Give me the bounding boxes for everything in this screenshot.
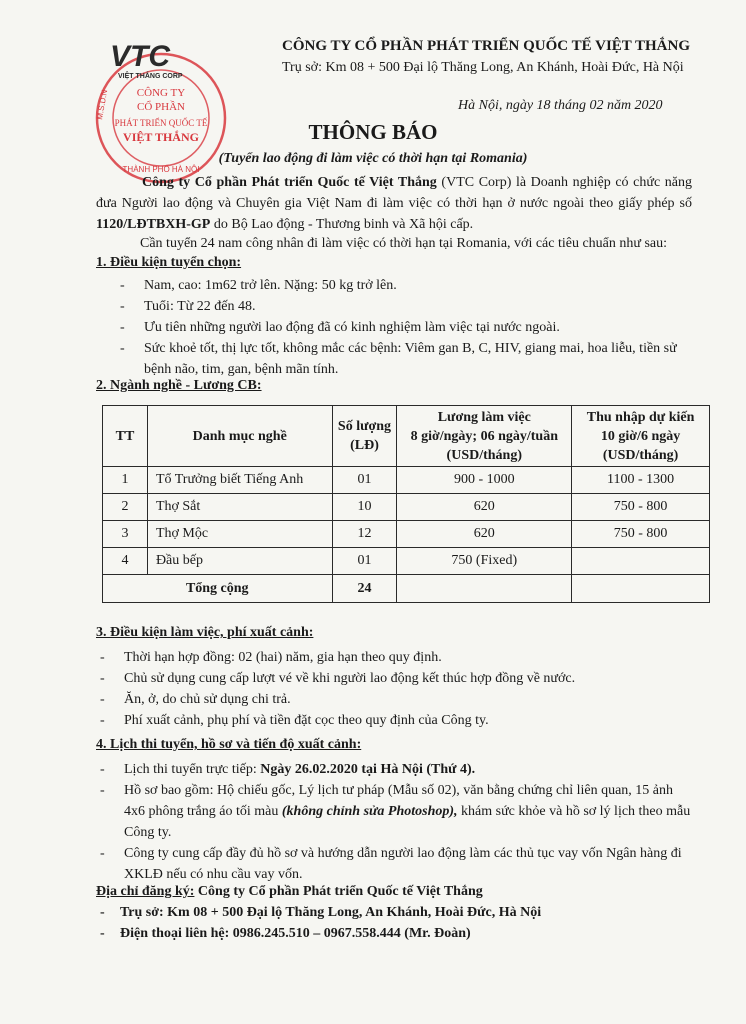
stamp-line2: CỔ PHẦN (137, 101, 185, 113)
section2-title: 2. Ngành nghề - Lương CB: (96, 378, 262, 393)
table-row: 3 Thợ Mộc 12 620 750 - 800 (103, 521, 710, 548)
logo-subtitle: VIỆT THẮNG CORP (118, 73, 183, 80)
stamp-line1: CÔNG TY (136, 87, 186, 99)
total-label: Tổng cộng (103, 575, 333, 603)
list-item: - Chủ sử dụng cung cấp lượt vé về khi người lao động kết thúc hợp đồng về nước. (100, 671, 576, 686)
section3-title: 3. Điều kiện làm việc, phí xuất cảnh: (96, 625, 314, 640)
intro-text2: do Bộ Lao động - Thương binh và Xã hội cấp. (210, 217, 474, 232)
table-total-row (103, 575, 710, 603)
stamp-ring-bottom: THÀNH PHỐ HÀ NỘI (122, 165, 200, 174)
header-income: Thu nhập dự kiến 10 giờ/6 ngày (USD/tháng) (572, 406, 710, 467)
section1-title: 1. Điều kiện tuyển chọn: (96, 255, 242, 270)
company-address: Trụ sở: Km 08 + 500 Đại lộ Thăng Long, An Khánh, Hoài Đức, Hà Nội (282, 60, 684, 75)
list-item: - Lịch thi tuyển trực tiếp: Ngày 26.02.2020 tại Hà Nội (Thứ 4). (100, 762, 476, 777)
contact-address: - Trụ sở: Km 08 + 500 Đại lộ Thăng Long, An Khánh, Hoài Đức, Hà Nội (100, 905, 542, 920)
intro-text1: (VTC Corp) là Doanh nghiệp có chức năng đưa Người lao động và Chuyên gia Việt Nam đi làm việc có thời hạn ở nước ngoài theo giấy phép số (96, 175, 692, 211)
list-item: - Phí xuất cảnh, phụ phí và tiền đặt cọc theo quy định của Công ty. (100, 713, 489, 728)
stamp-line4: VIỆT THẮNG (123, 130, 199, 144)
company-stamp (86, 40, 236, 190)
header-salary: Lương làm việc 8 giờ/ngày; 06 ngày/tuần (USD/tháng) (397, 406, 572, 467)
vtc-logo: VTC (110, 40, 170, 73)
section3-list (100, 647, 692, 731)
section4-list (100, 759, 692, 885)
stamp-ring-left: M.S.D.N (95, 89, 110, 121)
intro-paragraph (96, 172, 692, 235)
table-row: 2 Thợ Sắt 10 620 750 - 800 (103, 494, 710, 521)
license-number: 1120/LĐTBXH-GP (96, 217, 211, 232)
list-item: - Sức khoẻ tốt, thị lực tốt, không mắc các bệnh: Viêm gan B, C, HIV, giang mai, hoa liễu, tiền sử bệnh não, tim, gan, bệnh mãn tính. (120, 341, 677, 377)
header-tt: TT (103, 406, 148, 467)
document-date: Hà Nội, ngày 18 tháng 02 năm 2020 (458, 98, 663, 113)
header-qty: Số lượng (LĐ) (332, 406, 397, 467)
stamp-line3: PHÁT TRIỂN QUỐC TẾ (114, 118, 208, 128)
section4-title: 4. Lịch thi tuyển, hồ sơ và tiến độ xuất cảnh: (96, 737, 362, 752)
list-item: - Nam, cao: 1m62 trở lên. Nặng: 50 kg trở lên. (120, 278, 397, 293)
jobs-table (102, 405, 710, 603)
section1-list (120, 275, 692, 380)
company-name: CÔNG TY CỔ PHẦN PHÁT TRIỂN QUỐC TẾ VIỆT THẮNG (282, 38, 691, 54)
header-job: Danh mục nghề (147, 406, 332, 467)
document-subtitle: (Tuyển lao động đi làm việc có thời hạn tại Romania) (218, 151, 528, 166)
intro-company: Công ty Cổ phần Phát triển Quốc tế Việt Thắng (142, 175, 437, 190)
list-item: - Tuổi: Từ 22 đến 48. (120, 299, 256, 314)
intro-need: Cần tuyển 24 nam công nhân đi làm việc có thời hạn tại Romania, với các tiêu chuẩn như sau: (140, 236, 668, 251)
table-row: 1 Tổ Trưởng biết Tiếng Anh 01 900 - 1000 1100 - 1300 (103, 467, 710, 494)
contact-heading: Địa chỉ đăng ký: Công ty Cổ phần Phát triển Quốc tế Việt Thắng (96, 884, 483, 899)
table-row: 4 Đầu bếp 01 750 (Fixed) (103, 548, 710, 575)
list-item: - Công ty cung cấp đầy đủ hồ sơ và hướng dẫn người lao động làm các thủ tục vay vốn Ngân hàng đi XKLĐ nếu có nhu cầu vay vốn. (100, 846, 682, 882)
document-title: THÔNG BÁO (308, 120, 438, 144)
contact-phone: - Điện thoại liên hệ: 0986.245.510 – 0967.558.444 (Mr. Đoàn) (100, 926, 471, 941)
list-item: - Hồ sơ bao gồm: Hộ chiếu gốc, Lý lịch tư pháp (Mẫu số 02), văn bằng chứng chỉ liên quan, 15 ảnh 4x6 phông trắng áo tối màu (không chỉnh sửa Photoshop), khám sức khỏe và hồ sơ lý lịch theo mẫu Công ty. (100, 783, 691, 840)
total-qty: 24 (332, 575, 397, 603)
table-header-row (103, 406, 710, 467)
list-item: - Ưu tiên những người lao động đã có kinh nghiệm làm việc tại nước ngoài. (120, 320, 560, 335)
list-item: - Thời hạn hợp đồng: 02 (hai) năm, gia hạn theo quy định. (100, 650, 442, 665)
list-item: - Ăn, ở, do chủ sử dụng chi trả. (100, 692, 291, 707)
